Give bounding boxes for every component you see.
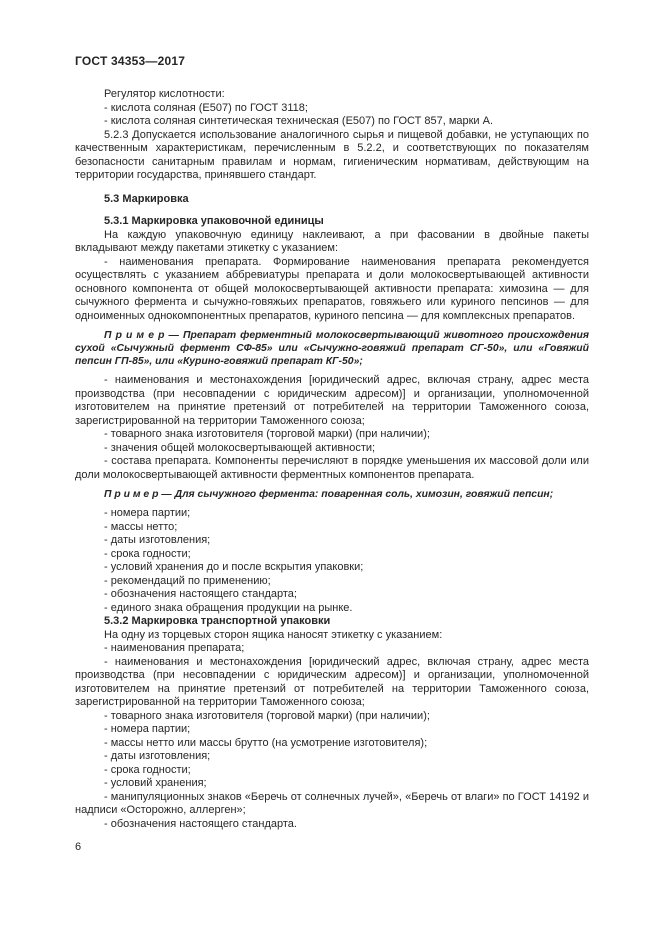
paragraph: На одну из торцевых сторон ящика наносят этикетку с указанием: xyxy=(104,628,443,641)
list-item: - массы нетто или массы брутто (на усмотрение изготовителя); xyxy=(104,736,428,749)
standard-designation-header: ГОСТ 34353—2017 xyxy=(75,54,186,68)
paragraph: Регулятор кислотности: xyxy=(104,88,225,100)
list-item: - товарного знака изготовителя (торговой марки) (при наличии); xyxy=(104,428,430,440)
list-item: - условий хранения до и после вскрытия упаковки; xyxy=(104,561,364,573)
list-item: - номера партии; xyxy=(104,507,191,519)
example-text: П р и м е р — Для сычужного фермента: поваренная соль, химозин, говяжий пепсин; xyxy=(104,489,554,500)
list-item: - манипуляционных знаков «Беречь от солнечных лучей», «Беречь от влаги» по ГОСТ 14192 и надписи «Осторожно, аллерген»; xyxy=(75,790,589,816)
list-item: - даты изготовления; xyxy=(104,534,211,546)
list-item: - наименования препарата; xyxy=(104,642,245,654)
list-item: - кислота соляная (Е507) по ГОСТ 3118; xyxy=(104,101,308,114)
list-item: - рекомендаций по применению; xyxy=(104,574,271,587)
list-item: - наименования препарата. Формирование наименования препарата рекомендуется осуществлять с указанием аббревиатуры препарата и доли молокосвертывающей активности основного компонента от общей молокосвертывающей активности препарата: химозина — для сычужного фермента и сычужно-говяжьих препаратов, говяжьего или куриного пепсинов — для одноименных однокомпонентных препаратов, куриного пепсина — для комплексных препаратов. xyxy=(75,255,589,322)
list-item: - значения общей молокосвертывающей активности; xyxy=(104,441,376,454)
paragraph: 5.2.3 Допускается использование аналогичного сырья и пищевой добавки, не уступающих по качественным характеристикам, перечисленным в 5.2.2, и соответствующих по показателям безопасности санитарным правилам и нормам, гигиеническим нормативам, действующим на территории государства, принявшего стандарт. xyxy=(75,128,589,181)
section-heading: 5.3 Маркировка xyxy=(104,192,189,205)
list-item: - условий хранения; xyxy=(104,777,207,789)
document-body xyxy=(75,88,589,831)
paragraph: На каждую упаковочную единицу наклеивают, а при фасовании в двойные пакеты вкладывают между пакетами этикетку с указанием: xyxy=(75,228,589,254)
list-item: - номера партии; xyxy=(104,723,191,735)
list-item: - товарного знака изготовителя (торговой марки) (при наличии); xyxy=(104,709,430,722)
list-item: - обозначения настоящего стандарта. xyxy=(104,817,297,830)
list-item: - даты изготовления; xyxy=(104,750,211,762)
list-item: - обозначения настоящего стандарта; xyxy=(104,588,297,600)
list-item: - срока годности; xyxy=(104,763,191,776)
list-item: - состава препарата. Компоненты перечисляют в порядке уменьшения их массовой доли или доли молокосвертывающей активности ферментных компонентов препарата. xyxy=(75,455,589,481)
list-item: - наименования и местонахождения [юридический адрес, включая страну, адрес места производства (при несовпадении с юридическим адресом)] и организации, уполномоченной изготовителем на принятие претензий от потребителей на территории Таможенного союза, зарегистрированной на территории Таможенного союза; xyxy=(75,374,589,427)
list-item: - массы нетто; xyxy=(104,520,178,533)
list-item: - наименования и местонахождения [юридический адрес, включая страну, адрес места производства (при несовпадении с юридическим адресом)] и организации, уполномоченной изготовителем на принятие претензий от потребителей на территории Таможенного союза, зарегистрированной на территории Таможенного союза; xyxy=(75,655,589,708)
list-item: - единого знака обращения продукции на рынке. xyxy=(104,601,353,614)
page-number: 6 xyxy=(75,841,82,853)
subsection-heading: 5.3.1 Маркировка упаковочной единицы xyxy=(104,215,324,227)
subsection-heading: 5.3.2 Маркировка транспортной упаковки xyxy=(104,615,331,627)
example-text: П р и м е р — Препарат ферментный молокосвертывающий животного происхождения сухой «Сычужный фермент СФ-85» или «Сычужно-говяжий препарат СГ-50», или «Говяжий пепсин ГП-85», или «Курино-говяжий препарат КГ-50»; xyxy=(75,330,589,367)
list-item: - срока годности; xyxy=(104,547,191,560)
list-item: - кислота соляная синтетическая техническая (Е507) по ГОСТ 857, марки А. xyxy=(104,115,494,127)
